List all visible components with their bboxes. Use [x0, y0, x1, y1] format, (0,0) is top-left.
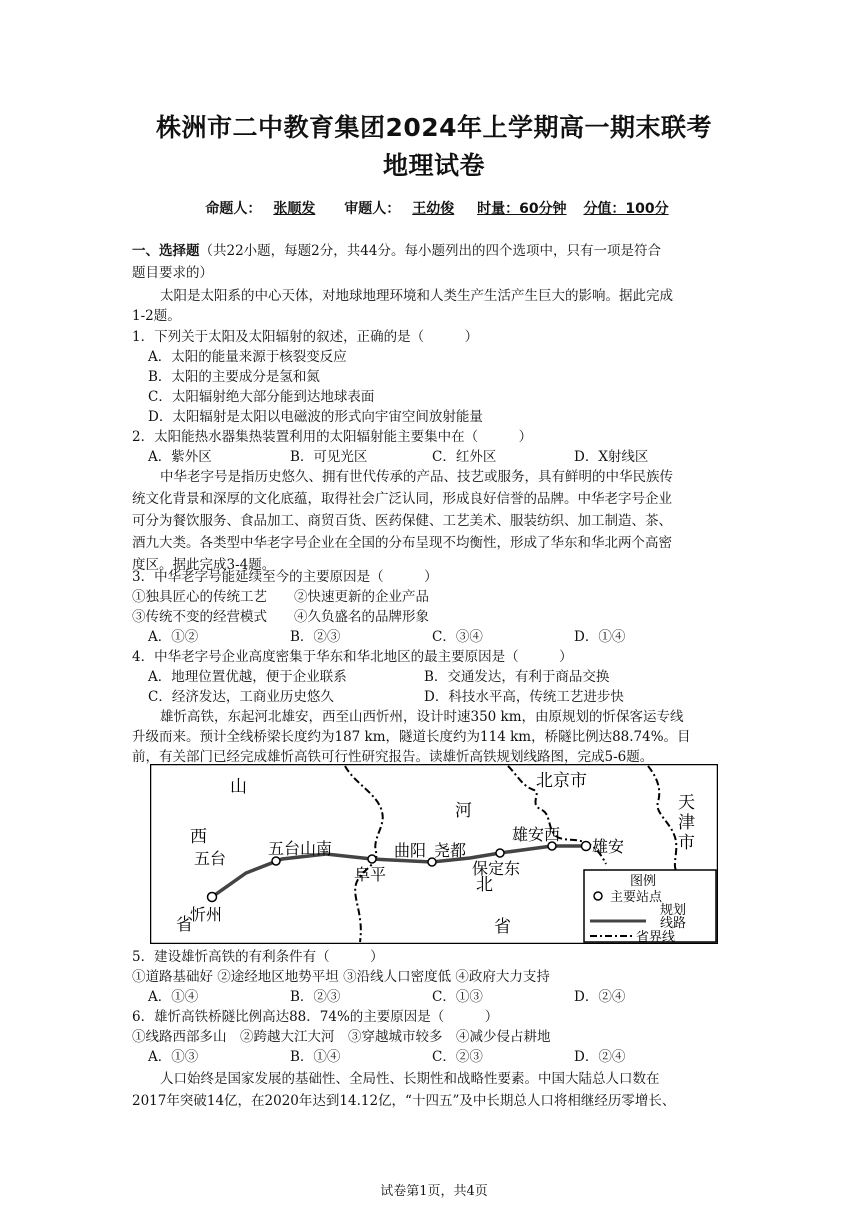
q2-option-a: A．紫外区	[148, 449, 212, 465]
railway-map	[150, 764, 718, 944]
q3-option-b: B．②③	[290, 629, 341, 645]
page-footer: 试卷第1页，共4页	[380, 1184, 488, 1199]
q6-options	[148, 1047, 716, 1067]
section-intro-2: 题目要求的）	[132, 265, 213, 281]
q1-option-d: D．太阳辐射是太阳以电磁波的形式向宇宙空间放射能量	[148, 409, 483, 425]
station-fuping	[368, 855, 376, 863]
q5-options	[148, 987, 716, 1007]
q2-option-b: B．可见光区	[290, 449, 368, 465]
question-3-stem: 3．中华老字号能延续至今的主要原因是（ ）	[132, 569, 438, 585]
q3-option-d: D．①④	[574, 629, 626, 645]
map-label-fuping: 阜平	[354, 865, 387, 884]
q4-option-a: A．地理位置优越，便于企业联系	[148, 669, 347, 685]
q4-option-b: B．交通发达，有利于商品交换	[424, 669, 610, 685]
map-label-he: 河	[455, 801, 472, 821]
q4-option-c: C．经济发达，工商业历史悠久	[148, 689, 334, 705]
map-label-xi: 西	[190, 827, 207, 847]
q5-option-b: B．②③	[290, 989, 341, 1005]
reviewer-name: 王幼俊	[412, 201, 455, 217]
map-label-xinzhou: 忻州	[190, 905, 223, 924]
map-label-xiongan: 雄安	[592, 837, 625, 856]
q3-options	[148, 627, 716, 647]
q3-items-1: ①独具匠心的传统工艺 ②快速更新的企业产品	[132, 589, 429, 605]
q2-option-d: D．X射线区	[574, 449, 649, 465]
map-label-bei: 北	[476, 875, 493, 895]
q5-option-a: A．①④	[148, 989, 199, 1005]
exam-time: 时量：60分钟	[477, 201, 567, 217]
map-label-wutaishannan: 五台山南	[268, 839, 333, 858]
q1-option-c: C．太阳辐射绝大部分能到达地球表面	[148, 389, 375, 405]
setter-label: 命题人：	[205, 201, 262, 217]
passage-sun-line: 太阳是太阳系的中心天体，对地球地理环境和人类生产生活产生巨大的影响。据此完成	[160, 288, 673, 304]
map-label-shan: 山	[230, 777, 247, 797]
passage-sun-line: 1-2题。	[132, 308, 181, 324]
section-intro: （共22小题，每题2分，共44分。每小题列出的四个选项中，只有一项是符合	[199, 243, 661, 259]
q6-items: ①线路西部多山 ②跨越大江大河 ③穿越城市较多 ④减少侵占耕地	[132, 1029, 551, 1045]
q4-options-row2	[148, 687, 700, 707]
map-label-sheng-2: 省	[494, 917, 511, 937]
station-baoding-dong	[496, 849, 504, 857]
map-label-baodingdong: 保定东	[472, 859, 521, 878]
exam-meta	[0, 198, 868, 218]
map-label-quyang: 曲阳	[394, 841, 427, 860]
exam-score: 分值：100分	[583, 201, 669, 217]
legend-station: 主要站点	[610, 890, 663, 905]
map-label-shi: 市	[678, 833, 695, 853]
legend-station-symbol	[594, 892, 602, 900]
q3-option-c: C．③④	[432, 629, 483, 645]
q4-options-row1	[148, 667, 700, 687]
q5-option-c: C．①③	[432, 989, 483, 1005]
q6-option-d: D．②④	[574, 1049, 626, 1065]
passage-brand-line: 度区。据此完成3-4题。	[132, 557, 276, 573]
q5-option-d: D．②④	[574, 989, 626, 1005]
passage-brand-line: 可分为餐饮服务、食品加工、商贸百货、医药保健、工艺美术、服装纺织、加工制造、茶、	[132, 513, 672, 529]
map-label-wutai: 五台	[194, 849, 227, 868]
map-label-tian: 天	[678, 793, 695, 813]
legend-planned-1: 规划	[660, 903, 687, 918]
section-heading	[132, 241, 661, 261]
map-label-beijing: 北京市	[536, 771, 587, 791]
passage-population-line: 2017年突破14亿，在2020年达到14.12亿，“十四五”及中长期总人口将相继经历零增长、	[132, 1093, 676, 1109]
station-xiongan	[582, 842, 591, 851]
setter-name: 张顺发	[273, 201, 316, 217]
exam-subtitle: 地理试卷	[382, 151, 485, 180]
legend-planned-2: 线路	[660, 916, 687, 931]
passage-rail-line: 升级而来。预计全线桥梁长度约为187 km，隧道长度约为114 km，桥隧比例达88.74%。目	[132, 729, 691, 745]
passage-brand-line: 统文化背景和深厚的文化底蕴，取得社会广泛认同，形成良好信誉的品牌。中华老字号企业	[132, 491, 672, 507]
q6-option-b: B．①④	[290, 1049, 341, 1065]
map-label-yaodu: 尧都	[434, 841, 467, 860]
station-wutai-shannan	[272, 857, 280, 865]
setter	[199, 201, 321, 217]
question-1-stem: 1．下列关于太阳及太阳辐射的叙述，正确的是（ ）	[132, 329, 479, 345]
question-5-stem: 5．建设雄忻高铁的有利条件有（ ）	[132, 949, 384, 965]
station-xinzhou	[208, 893, 217, 902]
q5-items: ①道路基础好 ②途经地区地势平坦 ③沿线人口密度低 ④政府大力支持	[132, 969, 550, 985]
passage-population-line: 人口始终是国家发展的基础性、全局性、长期性和战略性要素。中国大陆总人口数在	[160, 1071, 660, 1087]
reviewer	[338, 201, 460, 217]
question-2-stem: 2．太阳能热水器集热装置利用的太阳辐射能主要集中在（ ）	[132, 429, 533, 445]
q3-items-2: ③传统不变的经营模式 ④久负盛名的品牌形象	[132, 609, 429, 625]
q1-option-b: B．太阳的主要成分是氢和氮	[148, 369, 320, 385]
q6-option-c: C．②③	[432, 1049, 483, 1065]
legend-title: 图例	[630, 874, 657, 889]
question-4-stem: 4．中华老字号企业高度密集于华东和华北地区的最主要原因是（ ）	[132, 649, 573, 665]
q4-option-d: D．科技水平高，传统工艺进步快	[424, 689, 624, 705]
q1-option-a: A．太阳的能量来源于核裂变反应	[148, 349, 347, 365]
q6-option-a: A．①③	[148, 1049, 199, 1065]
passage-brand-line: 酒九大类。各类型中华老字号企业在全国的分布呈现不均衡性，形成了华东和华北两个高密	[132, 535, 672, 551]
legend-boundary: 省界线	[636, 930, 676, 944]
question-6-stem: 6．雄忻高铁桥隧比例高达88．74%的主要原因是（ ）	[132, 1009, 499, 1025]
passage-rail-line: 雄忻高铁，东起河北雄安，西至山西忻州，设计时速350 km，由原规划的忻保客运专线	[160, 709, 684, 725]
reviewer-label: 审题人：	[344, 201, 401, 217]
map-label-jin: 津	[678, 813, 695, 833]
q2-option-c: C．红外区	[432, 449, 497, 465]
exam-title: 株洲市二中教育集团2024年上学期高一期末联考	[155, 113, 713, 142]
passage-brand-line: 中华老字号是指历史悠久、拥有世代传承的产品、技艺或服务，具有鲜明的中华民族传	[160, 469, 673, 485]
map-label-xionganxi: 雄安西	[512, 825, 561, 844]
map-label-sheng: 省	[176, 915, 193, 935]
q2-options	[148, 447, 716, 467]
passage-rail-line: 前，有关部门已经完成雄忻高铁可行性研究报告。读雄忻高铁规划线路图，完成5-6题。	[132, 749, 654, 765]
q3-option-a: A．①②	[148, 629, 199, 645]
section-title: 一、选择题	[132, 243, 200, 259]
